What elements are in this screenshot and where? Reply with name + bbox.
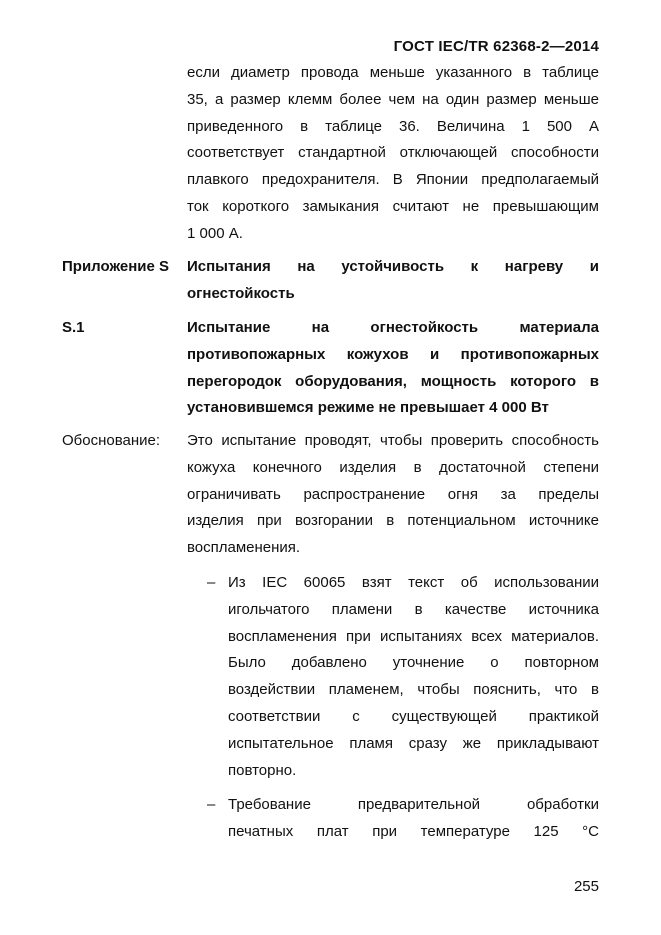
text-line: соответствует стандартной отключающей способности <box>187 144 599 162</box>
bullet-item <box>228 792 599 846</box>
text-line: изделия при возгорании в потенциальном источнике <box>187 512 599 530</box>
text-line: противопожарных кожухов и противопожарных <box>187 345 599 363</box>
document-header: ГОСТ IEC/TR 62368-2—2014 <box>393 38 599 55</box>
text-line: воспламенения. <box>187 539 301 557</box>
text-line: 1 000 А. <box>187 224 243 242</box>
text-line: если диаметр провода меньше указанного в таблице <box>187 64 599 81</box>
intro-paragraph <box>187 60 599 248</box>
text-line: огнестойкость <box>187 284 295 302</box>
text-line: Из IEC 60065 взят текст об использовании <box>228 574 599 591</box>
text-line: Требование предварительной обработки <box>228 796 599 813</box>
text-line: перегородок оборудования, мощность которого в <box>187 372 599 390</box>
text-line: соответствии с существующей практикой <box>228 707 599 725</box>
annex-title <box>187 254 599 308</box>
text-line: Испытания на устойчивость к нагреву и <box>187 258 599 275</box>
text-line: плавкого предохранителя. В Японии предполагаемый <box>187 171 599 189</box>
text-line: установившемся режиме не превышает 4 000 Вт <box>187 399 549 417</box>
dash-marker: – <box>207 796 216 813</box>
rationale-paragraph <box>187 428 599 562</box>
text-line: воздействии пламенем, чтобы пояснить, что в <box>228 681 599 699</box>
text-line: Было добавлено уточнение о повторном <box>228 654 599 672</box>
text-line: ограничивать распространение огня за пределы <box>187 485 599 503</box>
text-line: Испытание на огнестойкость материала <box>187 319 599 336</box>
text-line: 35, а размер клемм более чем на один размер меньше <box>187 90 599 108</box>
text-line: приведенного в таблице 36. Величина 1 500 А <box>187 117 599 135</box>
text-line: испытательное пламя сразу же прикладывают <box>228 734 599 752</box>
annex-label: Приложение S <box>62 258 170 275</box>
section-title <box>187 315 599 422</box>
text-line: повторно. <box>228 761 297 779</box>
text-line: ток короткого замыкания считают не превышающим <box>187 197 599 215</box>
text-line: кожуха конечного изделия в достаточной степени <box>187 458 599 476</box>
page-number: 255 <box>573 878 599 895</box>
section-number: S.1 <box>62 319 85 336</box>
dash-marker: – <box>207 574 216 591</box>
bullet-item <box>228 570 599 784</box>
text-line: воспламенения при испытаниях всех материалов. <box>228 627 599 645</box>
text-line: игольчатого пламени в качестве источника <box>228 600 599 618</box>
rationale-label: Обоснование: <box>62 432 161 449</box>
text-line: Это испытание проводят, чтобы проверить способность <box>187 432 599 449</box>
text-line: печатных плат при температуре 125 °C <box>228 822 599 840</box>
